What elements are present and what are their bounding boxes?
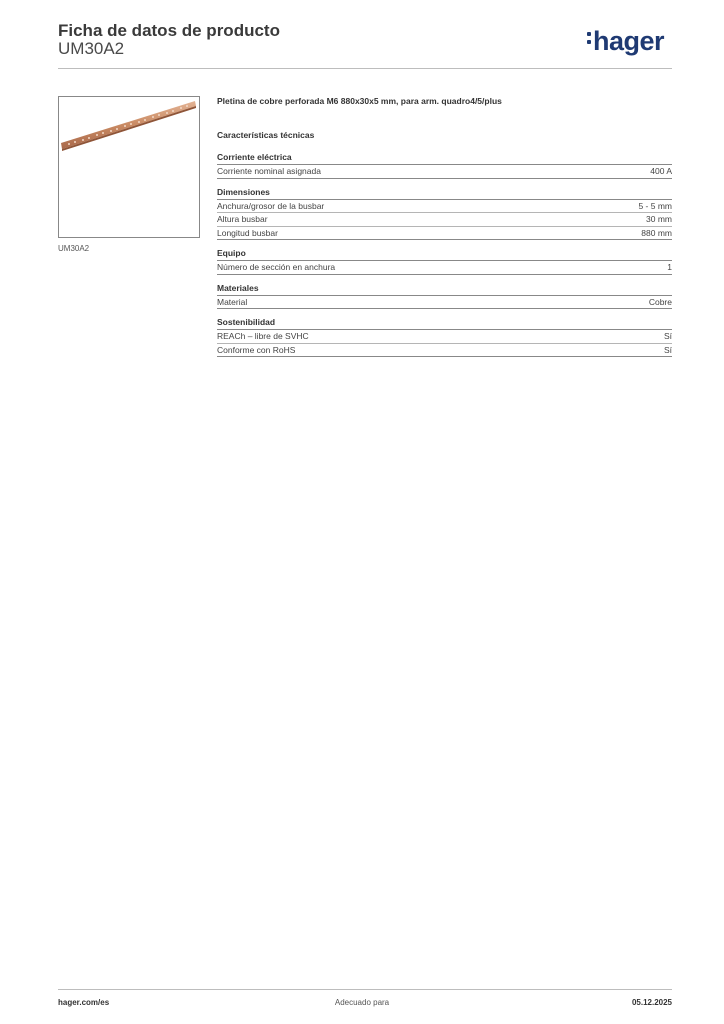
logo-colon-icon xyxy=(587,32,591,48)
footer-website-link[interactable]: hager.com/es xyxy=(58,998,110,1007)
spec-label: Altura busbar xyxy=(217,214,268,224)
spec-label: Anchura/grosor de la busbar xyxy=(217,200,325,211)
spec-value: 880 mm xyxy=(641,227,672,238)
section-materiales xyxy=(217,283,672,310)
section-title: Materiales xyxy=(217,283,672,296)
spec-row xyxy=(217,200,672,214)
hager-logo[interactable] xyxy=(593,26,664,57)
logo-text: hager xyxy=(593,26,665,56)
section-title: Corriente eléctrica xyxy=(217,152,672,165)
section-dimensiones xyxy=(217,187,672,241)
spec-row xyxy=(217,296,672,310)
spec-value: Sí xyxy=(663,344,672,355)
spec-label: Longitud busbar xyxy=(217,227,278,238)
copper-busbar-icon xyxy=(59,97,199,237)
spec-value: Sí xyxy=(663,331,672,341)
spec-label: REACh – libre de SVHC xyxy=(217,331,309,341)
product-datasheet xyxy=(217,96,672,357)
spec-row xyxy=(217,165,672,179)
product-description: Pletina de cobre perforada M6 880x30x5 mm, para arm. quadro4/5/plus xyxy=(217,96,502,106)
page-title: Ficha de datos de producto xyxy=(58,21,280,40)
section-equipo xyxy=(217,248,672,275)
spec-row xyxy=(217,344,672,358)
spec-value: Cobre xyxy=(648,296,672,307)
image-caption: UM30A2 xyxy=(58,244,90,253)
spec-label: Corriente nominal asignada xyxy=(217,166,321,176)
header-divider xyxy=(58,68,672,69)
spec-value: 1 xyxy=(667,262,672,272)
spec-value: 400 A xyxy=(650,166,672,176)
spec-row xyxy=(217,227,672,241)
section-title: Sostenibilidad xyxy=(217,317,672,330)
spec-label: Conforme con RoHS xyxy=(217,344,296,355)
spec-value: 5 - 5 mm xyxy=(638,200,672,211)
product-image xyxy=(58,96,200,238)
product-code: UM30A2 xyxy=(58,39,125,58)
footer-divider xyxy=(58,989,672,990)
spec-row xyxy=(217,330,672,344)
spec-label: Número de sección en anchura xyxy=(217,262,336,272)
section-title: Equipo xyxy=(217,248,672,261)
footer-suitable-for: Adecuado para xyxy=(334,998,390,1007)
characteristics-heading: Características técnicas xyxy=(217,130,315,140)
section-corriente xyxy=(217,152,672,179)
spec-label: Material xyxy=(217,296,248,307)
spec-row xyxy=(217,213,672,227)
section-sostenibilidad xyxy=(217,317,672,357)
section-title: Dimensiones xyxy=(217,187,672,200)
footer-date: 05.12.2025 xyxy=(631,998,672,1007)
spec-value: 30 mm xyxy=(646,214,672,224)
spec-row xyxy=(217,261,672,275)
